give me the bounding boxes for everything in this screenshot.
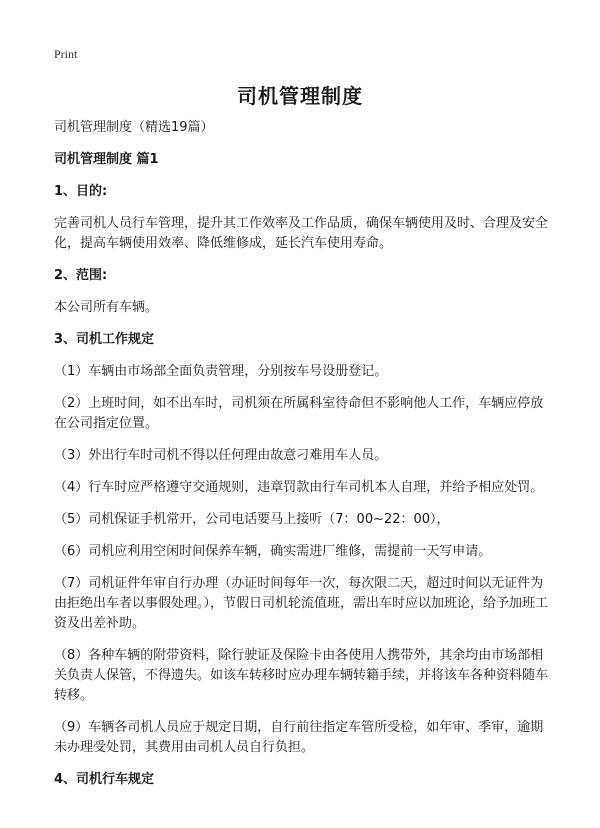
page-title: 司机管理制度 bbox=[237, 84, 363, 108]
print-label: Print bbox=[54, 47, 78, 61]
rule-item: （6）司机应利用空闲时间保养车辆，确实需进厂维修，需提前一天写申请。 bbox=[54, 544, 492, 559]
paragraph-scope: 本公司所有车辆。 bbox=[54, 300, 159, 315]
document-body bbox=[54, 118, 554, 802]
paragraph-purpose: 完善司机人员行车管理，提升其工作效率及工作品质，确保车辆使用及时、合理及安全化，提高车辆使用效率、降低维修成，延长汽车使用寿命。 bbox=[54, 216, 549, 251]
rule-item: （3）外出行车时司机不得以任何理由故意刁难用车人员。 bbox=[54, 448, 388, 463]
rule-item: （8）各种车辆的附带资料，除行驶证及保险卡由各使用人携带外，其余均由市场部相关负责人保管，不得遗失。如该车转移时应办理车辆转籍手续，并将该车各种资料随车转移。 bbox=[54, 648, 549, 703]
rule-item: （7）司机证件年审自行办理（办证时间每年一次，每次限二天，超过时间以无证件为由拒绝出车者以事假处理。），节假日司机轮流值班，需出车时应以加班论，给予加班工资及出差补助。 bbox=[54, 576, 549, 631]
rule-item: （1）车辆由市场部全面负责管理，分别按车号设册登记。 bbox=[54, 364, 388, 379]
rule-item: （2）上班时间，如不出车时，司机须在所属科室待命但不影响他人工作，车辆应停放在公司指定位置。 bbox=[54, 396, 544, 431]
heading-scope: 2、范围: bbox=[54, 268, 108, 283]
intro-text: 司机管理制度（精选19篇） bbox=[54, 120, 214, 135]
heading-purpose: 1、目的: bbox=[54, 184, 108, 199]
heading-driving-rules: 4、司机行车规定 bbox=[54, 772, 155, 787]
rule-item: （4）行车时应严格遵守交通规则，违章罚款由行车司机本人自理，并给予相应处罚。 bbox=[54, 480, 544, 495]
section-title: 司机管理制度 篇1 bbox=[54, 152, 159, 167]
rule-item: （5）司机保证手机常开，公司电话要马上接听（7：00~22：00）， bbox=[54, 512, 450, 527]
rule-item: （9）车辆各司机人员应于规定日期，自行前往指定车管所受检，如年审、季审，逾期未办理受处罚，其费用由司机人员自行负担。 bbox=[54, 720, 544, 755]
heading-driver-rules: 3、司机工作规定 bbox=[54, 332, 155, 347]
